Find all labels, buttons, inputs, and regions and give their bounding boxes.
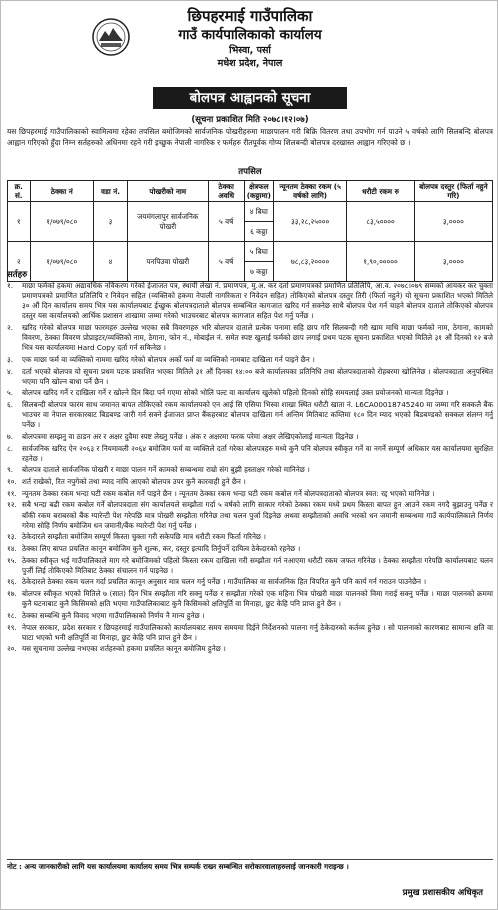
cell-deposit: १,९०,००००० (347, 242, 414, 282)
condition-item (7, 444, 493, 464)
cell-period: ५ वर्ष (208, 202, 244, 242)
conditions-heading: सर्तहरु (7, 270, 28, 280)
table-row (8, 202, 493, 222)
condition-item (7, 400, 493, 430)
condition-number: ३. (7, 354, 14, 364)
col-pond-name: पोखरीको नाम (127, 181, 208, 202)
cell-area-bigha: ४ बिघा (244, 202, 273, 222)
condition-text: ठेकेदारले सम्झौता बमोजिम सम्पूर्ण किस्ता चुक्ता गरी सकेपछि मात्र धरौटी रकम फिर्ता गरिनेछ । (22, 532, 266, 542)
condition-text: ठेक्का सम्बन्धि कुनै विवाद भएमा गाउँपालिकाको निर्णय नै मान्य हुनेछ । (22, 610, 205, 620)
condition-number: १८. (7, 610, 17, 620)
condition-number: १९. (7, 622, 17, 632)
signatory: प्रमुख प्रशासकीय अधिकृत (402, 888, 483, 898)
condition-item (7, 544, 493, 554)
office-location: भिस्वा, पर्सा (229, 45, 271, 56)
condition-text: एक माछा फर्म वा व्यक्तिको नाममा खरिद गरेको बोलपत्र अर्को फर्म वा व्यक्तिको नामबाट दाखिला गर्न पाइने छैन । (22, 354, 315, 364)
cell-ward: ४ (94, 242, 128, 282)
conditions-list (7, 281, 493, 656)
condition-number: १३. (7, 532, 17, 542)
municipality-name: छिपहरमाई गाउँपालिका (187, 7, 313, 25)
condition-text: ठेक्का लिए बापत प्रचलित कानून बमोजिम कुनै शुल्क, कर, दस्तुर इत्यादि तिर्नुपर्ने दायित्व ठेकेदारको रहनेछ । (22, 543, 301, 553)
cell-min-amount: ७८,८३,२०००० (273, 242, 346, 282)
notice-title: बोलपत्र आह्वानको सूचना (153, 87, 347, 109)
condition-number: १२. (7, 500, 17, 510)
condition-number: ७. (7, 431, 14, 441)
cell-sn: २ (8, 242, 31, 282)
condition-item (7, 589, 493, 609)
condition-text: ठेकेदारले ठेक्का रकम चलन गर्दा प्रचलित कानून अनुसार मात्र चलन गर्नु पर्नेछ । गाउँपालिका वा सार्वजनिक हित विपरित कुनै पनि कार्य गर्न गराउन पाउनेछैन । (22, 577, 427, 587)
condition-item (7, 323, 493, 353)
condition-text: बोलपत्र स्वीकृत भएको मितिले ७ (सात) दिन भित्र सम्झौता गरि सक्नु पर्नेछ र सम्झौता गरेको एक महिना भित्र पोखरी माछा पालनको विमा गराई सक्नु पर्नेछ । माछा पालनको क्रममा कुनै घटनाबाट कुनै किसिमको क्षति भएमा गाउँपालिकाबाट कुनै किसिमको क्षतिपूर्ति वा मिनाहा, छुट केहि पनि प्राप्त हुने छैन । (22, 589, 493, 609)
condition-text: बोलपत्र खरिद गर्ने र दाखिला गर्ने र खोल्ने दिन बिदा पर्न गएमा सोको भोलि पल्ट वा कार्यालय खुलेको पहिलो दिनको सोहि समयलाई उक्त प्रयोजनको मान्यता दिइनेछ । (22, 388, 449, 398)
office-province: मधेश प्रदेश, नेपाल (217, 58, 283, 69)
condition-number: ५. (7, 388, 14, 398)
condition-text: खरिद गरेको बोलपत्र माछा फारमहरु उल्लेख भएका सबै विवरणहरु भरि बोलपत्र दाताले प्रत्येक पनामा सहि छाप गरि सिलबन्दी गरी खाम माथि माछा फर्मको नाम, ठेगाना, कामको विवरण, ठेक्का विवरण प्रोप्राइटर/व्यक्तिको नाम, ठेगाना, फोन नं., मोबाईल नं. समेत स्पष्ट खुलाई फर्मको छाप लगाई प्रथम पटक सूचना प्रकाशित भएको मितिले ३१ औं दिनको १२ बजे भित्र यस कार्यालयमा Hard Copy दर्ता गर्न सकिनेछ । (22, 322, 493, 353)
condition-item (7, 644, 493, 654)
intro-paragraph: यस छिपहरमाई गाउँपालिकाको स्वामित्वमा रहेका तपसिल बमोजिमको सार्वजनिक पोखरीहरुमा माछापालन गरी बिक्रि वितरण तथा उपभोग गर्न पाउने ५ वर्षको लागि सिलबन्दि बोलपत्र आह्वान गरिएको हुँदा निम्न सर्तहरुको अधिनमा रहने गरी इच्छुक नेपाली नागरिक र फर्महरु रीतपूर्वक गोप्य शिलबन्दी बोलपत्र दरखास्त आह्वान गरिएको छ । (7, 127, 493, 147)
cell-min-amount: ३३,२८,२५००० (273, 202, 346, 242)
condition-number: १६. (7, 577, 17, 587)
col-bid-fee: बोलपत्र दस्तुर (फिर्ता नहुने गरि) (414, 181, 492, 202)
pond-schedule-table (7, 180, 493, 282)
condition-text: सार्वजनिक खरिद ऐन २०६३ र नियमावली २०६४ बमोजिम फर्म वा व्यक्तिले दर्ता गरेका बोलपत्रहरु मध्ये कुनै पनि बोलपत्र स्वीकृत गर्ने वा नगर्ने सम्पूर्ण अधिकार यस कार्यालयमा सुरक्षित रहनेछ । (22, 443, 493, 463)
cell-period: ५ वर्ष (208, 242, 244, 282)
office-name: गाउँ कार्यपालिकाको कार्यालय (178, 27, 322, 43)
cell-area-kattha: ६ कठ्ठा (244, 222, 273, 242)
cell-ward: ३ (94, 202, 128, 242)
col-period: ठेक्का अवधि (208, 181, 244, 202)
condition-text: शर्त राखेको, रित नपुगेको तथा म्याद नाघि आएको बोलपत्र उपर कुनै कारवाही हुने छैन । (22, 477, 246, 487)
condition-text: दर्ता भएको बोलपत्र यो सूचना प्रथम पटक प्रकाशित भएका मितिले ३१ औं दिनका १४:०० बजे कार्यालयका प्रतिनिधि तथा बोलपत्रदाताको रोहबरमा खोलिनेछ । बोलपत्रदाता अनुपस्थित भएमा पनि खोल्न बाधा पर्ने छैन । (22, 366, 493, 386)
condition-text: नेपाल सरकार, प्रदेश सरकार र छिपहरमाई गाउँपालिकाको कार्यालयबाट समय समयमा दिईने निर्देशनको पालना गर्नु ठेकेदारको कर्तव्य हुनेछ । सो पालनाको कारणबाट सामान्य क्षति वा घाटा भएको भनी क्षतिपूर्ति वा मिनाहा, छुट केहि पनि प्राप्त हुने छैन । (22, 622, 493, 642)
condition-number: २०. (7, 644, 17, 654)
col-ward: वडा नं. (94, 181, 128, 202)
office-header (1, 5, 498, 70)
condition-text: ठेक्का स्वीकृत भई गाउँपालिकाले माग गरे बमोजिमको पहिलो किस्ता रकम दाखिला गरी सम्झौता गर्न नआएमा धरौटी रकम जफत गरिनेछ । ठेक्का सम्झौता गरेपछि कार्यालयबाट चलन पुर्जी लिई तोकिएको मितिबाट ठेक्का संचालन गर्न पाइनेछ । (22, 555, 493, 575)
condition-text: बोलपत्र दाताले सार्वजनिक पोखरी र माछा पालन गर्ने कामको सम्बन्धमा राम्रो संग बुझी हस्ताक्षर गरेको मानिनेछ । (22, 465, 310, 475)
condition-item (7, 611, 493, 621)
cell-bid-fee: ३,०००० (414, 242, 492, 282)
condition-item (7, 355, 493, 365)
condition-item (7, 556, 493, 576)
condition-text: यस सूचनामा उल्लेख नभएका शर्तहरुको हकमा प्रचलित कानून बमोजिम हुनेछ । (22, 644, 226, 654)
cell-deposit: ८३,५०००० (347, 202, 414, 242)
condition-item (7, 532, 493, 542)
col-deposit: धरौटी रकम रु (347, 181, 414, 202)
condition-item (7, 489, 493, 499)
condition-text: सबै भन्दा बढी रकम कबोल गर्ने बोलपत्रदाता संग कार्यालयले सम्झौता गर्दा ५ वर्षको लागि साकार गरेको ठेक्का रकम मध्ये प्रथम किस्ता बापत हुन आउने रकम नगदै बुझाउनु पर्नेछ र बाँकी रकम बराबरको बैंक ग्यारेन्टी पेश गरेपछि मात्र पोखरी सम्झौता गरिनेछ तथा चलन पुर्जा दिइनेछ अथवा सम्झौताको अवधि भरको धन जमानी सम्बन्धमा गाउँ कार्यपालिकाले निर्णय गरेमा सोहि निर्णय बमोजिम धन जमानी/बैंक ग्यारेन्टी पेश गर्नु पर्नेछ । (22, 500, 493, 530)
col-sn: क्र. सं. (8, 181, 31, 202)
condition-number: १४. (7, 543, 17, 553)
condition-number: ११. (7, 488, 17, 498)
cell-bid-fee: ३,०००० (414, 202, 492, 242)
condition-number: ४. (7, 366, 14, 376)
condition-text: माछा फर्मको हकमा अद्यावधिक नविकरण गरेको ईजाजत पत्र, स्थायी लेखा नं. प्रमाणपत्र, मु.अ. कर दर्ता प्रमाणपत्रको प्रमाणित प्रतिलिपि, आ.व. २०७८।०७९ सम्मको आयकर कर चुक्ता प्रमाणपत्रको प्रमाणित प्रतिलिपि र निवेदन सहित (व्यक्तिको हकमा नेपाली नागरिकता र निवेदन सहित) तोकिएको बोलपत्र दस्तुर तिरी (फिर्ता नहुने) यो सूचना प्रकाशित भएको मितिले ३० औं दिन कार्यालय समय भित्र यस कार्यालयबाट ईच्छुक बोलपत्रदाताले बोलपत्र सम्बन्धित कागजात खरिद गर्न सक्नेछ साथै बोलपत्र पेश गर्न चाहने बोलपत्र दाताले तोकिएको बोलपत्र दस्तुर यस कार्यालयको आर्थिक प्रशासन शाखामा जम्मा गरेको भाउचरबाट बोलपत्र कागजात सहित पेश गर्नु पर्नेछ । (22, 281, 493, 321)
cell-pond-name: जयमंगलापुर सार्वजनिक पोखरी (127, 202, 208, 242)
col-min-amount: न्यूनतम ठेक्का रकम (५ वर्षको लागि) (273, 181, 346, 202)
condition-item (7, 388, 493, 398)
condition-item (7, 281, 493, 321)
condition-item (7, 577, 493, 587)
condition-number: ६. (7, 400, 14, 409)
condition-text: बोलपत्रमा सम्झनु वा ठाडन अर र अक्षर दुवैमा स्पष्ट लेख्नु पर्नेछ । अंक र अक्षरमा फरक परेमा अक्षर लेखिएकोलाई मान्यता दिइनेछ । (22, 431, 359, 441)
footer-note: नोट : अन्य जानकारीको लागि यस कार्यालयमा कार्यालय समय भित्र सम्पर्क राख्न सम्बन्धित सरोकारवालाहरुलाई जानकारी गराइन्छ । (7, 859, 493, 872)
cell-area-bigha: ५ बिघा (244, 242, 273, 262)
cell-sn: १ (8, 202, 31, 242)
col-contract-no: ठेक्का नं (30, 181, 94, 202)
cell-area-kattha: ७ कठ्ठा (244, 262, 273, 282)
condition-number: १७. (7, 589, 17, 599)
cell-pond-name: पनपिउवा पोखरी (127, 242, 208, 282)
condition-item (7, 367, 493, 387)
condition-number: ९. (7, 465, 14, 475)
cell-contract-no: १/०७९/०८० (30, 202, 94, 242)
cell-contract-no: १/०७९/०८० (30, 242, 94, 282)
condition-item (7, 500, 493, 530)
schedule-label: तपसिल (238, 167, 262, 177)
condition-number: ८. (7, 443, 14, 453)
condition-item (7, 477, 493, 487)
condition-number: २. (7, 322, 14, 332)
condition-text: न्यूनतम ठेक्का रकम भन्दा घटी रकम कबोल गर्ने पाइने छैन । न्यूनतम ठेक्का रकम भन्दा घटी रकम कबोल गर्ने बोलपत्रदाताको बोलपत्र स्वत: रद्द भएको मानिनेछ । (22, 488, 435, 498)
condition-item (7, 623, 493, 643)
col-area: क्षेत्रफल (कठ्ठामा) (244, 181, 273, 202)
condition-number: १. (7, 281, 14, 290)
condition-number: १०. (7, 477, 17, 487)
condition-text: सिलबन्दी बोलपत्र फारम साथ जमानत बापत तोकिएको रकम कार्यालयको एन आई सि एसिया भिस्वा शाखा स्थित धरौटी खाता नं. L6CA00018745240 मा जम्मा गरि सक्कलै बैंक भाउचर वा नेपाल सरकारबाट बिडबण्ड जारी गर्न सक्ने ईजाजत प्राप्त बैंकहरबाट बोलपत्र दाखिला गर्न अन्तिम मितिबाट कम्तिमा १८० दिन म्याद भएको बिडबण्डको सक्कल संलग्न गर्नु पर्नेछ । (22, 400, 493, 430)
condition-number: १५. (7, 555, 17, 565)
condition-item (7, 432, 493, 442)
condition-item (7, 465, 493, 475)
publish-date: (सूचना प्रकाशित मिति २०७८।१२।०७) (191, 115, 309, 125)
table-row (8, 242, 493, 262)
table-header-row (8, 181, 493, 202)
